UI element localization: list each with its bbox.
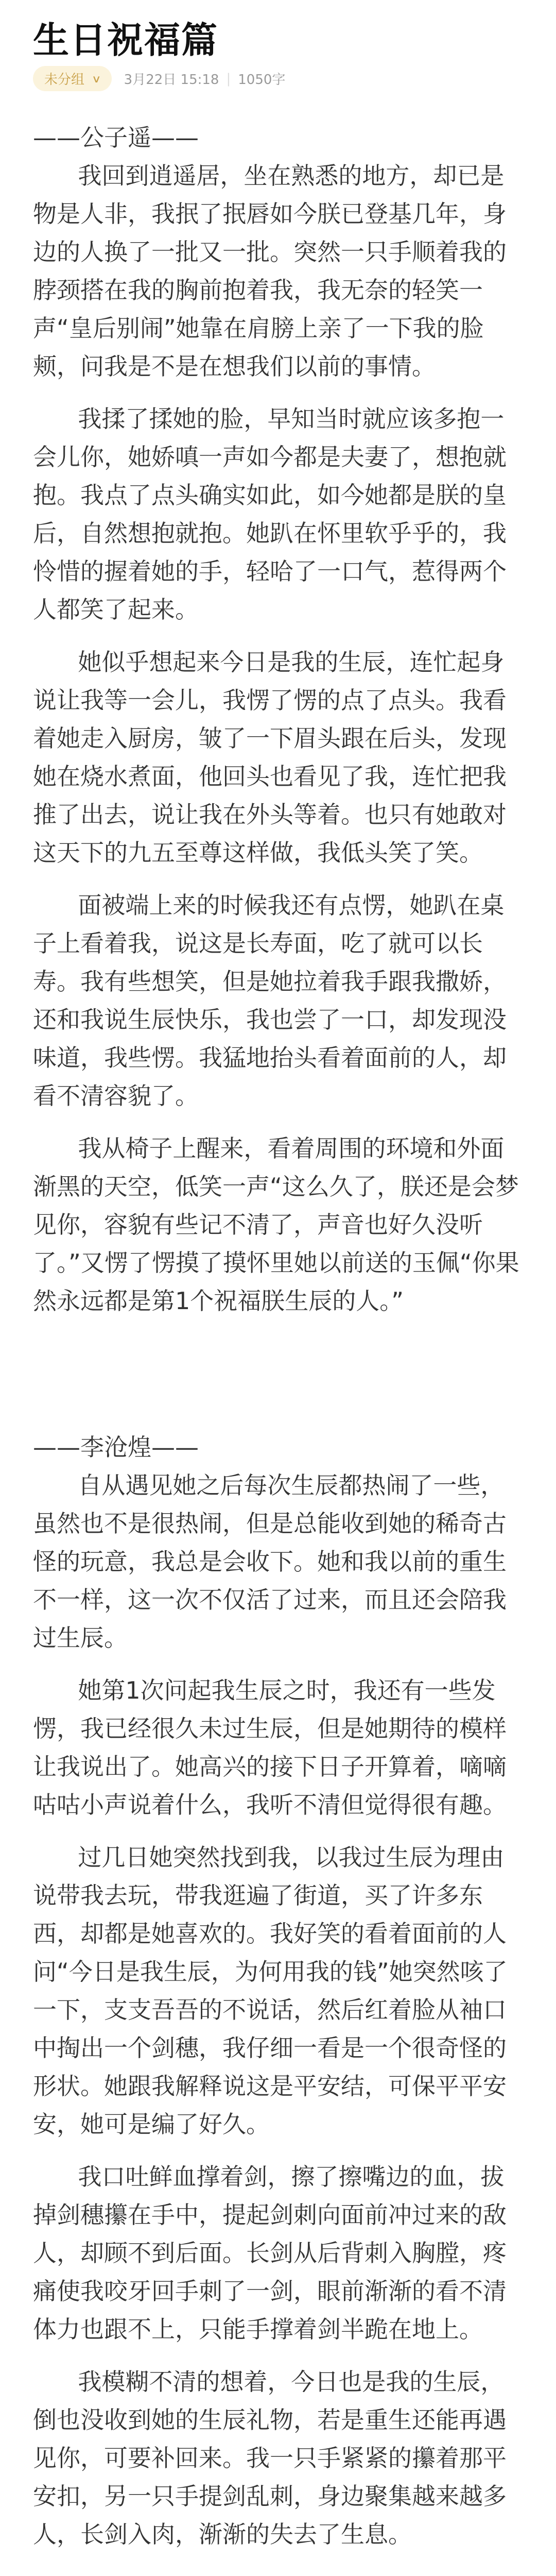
paragraph: 面被端上来的时候我还有点愣，她趴在桌子上看着我，说这是长寿面，吃了就可以长寿。我有些想笑，但是她拉着我手跟我撒娇，还和我说生辰快乐，我也尝了一口，却发现没味道，我些愣。我猛地抬头看着面前的人，却看不清容貌了。 [33,891,507,1110]
section-heading: ——李沧煌—— [33,1433,199,1461]
folder-badge[interactable] [33,66,112,91]
note-title: 生日祝福篇 [33,19,218,61]
paragraph: 我口吐鲜血撑着剑，擦了擦嘴边的血，拔掉剑穗攥在手中，提起剑刺向面前冲过来的敌人，却顾不到后面。长剑从后背刺入胸膛，疼痛使我咬牙回手刺了一剑，眼前渐渐的看不清体力也跟不上，只能手撑着剑半跪在地上。 [33,2163,507,2343]
paragraph: 过几日她突然找到我，以我过生辰为理由说带我去玩，带我逛遍了街道，买了许多东西，却都是她喜欢的。我好笑的看着面前的人问“今日是我生辰，为何用我的钱”她突然咳了一下，支支吾吾的不说话，然后红着脸从袖口中掏出一个剑穗，我仔细一看是一个很奇怪的形状。她跟我解释说这是平安结，可保平平安安，她可是编了好久。 [33,1843,508,2138]
note-meta [33,66,285,91]
paragraph: 她似乎想起来今日是我的生辰，连忙起身说让我等一会儿，我愣了愣的点了点头。我看着她走入厨房，皱了一下眉头跟在后头，发现她在烧水煮面，他回头也看见了我，连忙把我推了出去，说让我在外头等着。也只有她敢对这天下的九五至尊这样做，我低头笑了笑。 [33,648,507,867]
paragraph: 我揉了揉她的脸，早知当时就应该多抱一会儿你，她娇嗔一声如今都是夫妻了，想抱就抱。我点了点头确实如此，如今她都是朕的皇后，自然想抱就抱。她趴在怀里软乎乎的，我怜惜的握着她的手，轻哈了一口气，惹得两个人都笑了起来。 [33,405,507,623]
word-count: 1050字 [238,72,286,88]
note-body[interactable] [33,118,523,2553]
paragraph: 我模糊不清的想着，今日也是我的生辰，倒也没收到她的生辰礼物，若是重生还能再遇见你，可要补回来。我一只手紧紧的攥着那平安扣，另一只手提剑乱刺，身边聚集越来越多人，长剑入肉，渐渐的失去了生息。 [33,2368,507,2548]
note-date: 3月22日 15:18 [124,72,219,88]
paragraph: 她第1次问起我生辰之时，我还有一些发愣，我已经很久未过生辰，但是她期待的模样让我说出了。她高兴的接下日子开算着，嘀嘀咕咕小声说着什么，我听不清但觉得很有趣。 [33,1676,507,1819]
meta-divider: | [226,71,231,87]
folder-label: 未分组 [44,72,85,88]
section-heading: ——公子遥—— [33,124,199,151]
chevron-down-icon: ∨ [91,72,101,85]
paragraph: 我回到逍遥居，坐在熟悉的地方，却已是物是人非，我抿了抿唇如今朕已登基几年，身边的人换了一批又一批。突然一只手顺着我的脖颈搭在我的胸前抱着我，我无奈的轻笑一声“皇后别闹”她靠在肩膀上亲了一下我的脸颊，问我是不是在想我们以前的事情。 [33,162,507,380]
paragraph: 自从遇见她之后每次生辰都热闹了一些，虽然也不是很热闹，但是总能收到她的稀奇古怪的玩意，我总是会收下。她和我以前的重生不一样，这一次不仅活了过来，而且还会陪我过生辰。 [33,1471,507,1652]
paragraph: 我从椅子上醒来，看着周围的环境和外面渐黑的天空，低笑一声“这么久了，朕还是会梦见你，容貌有些记不清了，声音也好久没听了。”又愣了愣摸了摸怀里她以前送的玉佩“你果然永远都是第1个祝福朕生辰的人。” [33,1134,519,1315]
